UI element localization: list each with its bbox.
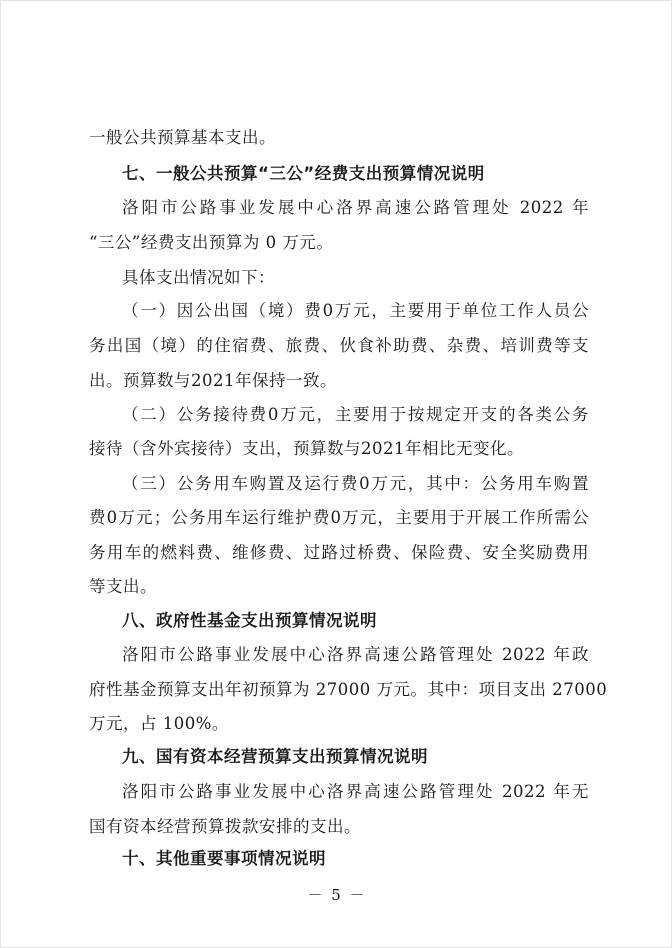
- paragraph-line: 洛阳市公路事业发展中心洛界高速公路管理处 2022 年: [122, 198, 589, 217]
- section-heading-9: 九、国有资本经营预算支出预算情况说明: [122, 747, 428, 766]
- section-heading-10: 十、其他重要事项情况说明: [122, 849, 326, 868]
- paragraph-line: 洛阳市公路事业发展中心洛界高速公路管理处 2022 年无: [122, 782, 589, 801]
- section-heading-8: 八、政府性基金支出预算情况说明: [122, 611, 377, 630]
- paragraph-line: 等支出。: [89, 577, 157, 596]
- paragraph-line: 出。预算数与2021年保持一致。: [89, 371, 337, 390]
- paragraph-line: “三公”经费支出预算为 0 万元。: [89, 233, 334, 252]
- paragraph-line: （三）公务用车购置及运行费0万元，其中：公务用车购置: [122, 474, 589, 493]
- section-heading-7: 七、一般公共预算“三公”经费支出预算情况说明: [122, 164, 485, 183]
- paragraph-line: 费0万元；公务用车运行维护费0万元，主要用于开展工作所需公: [89, 508, 589, 527]
- paragraph-line: （一）因公出国（境）费0万元，主要用于单位工作人员公: [122, 301, 589, 320]
- paragraph-line: （二）公务接待费0万元，主要用于按规定开支的各类公务: [122, 405, 589, 424]
- paragraph-line: 洛阳市公路事业发展中心洛界高速公路管理处 2022 年政: [122, 645, 589, 664]
- paragraph-line: 接待（含外宾接待）支出，预算数与2021年相比无变化。: [89, 439, 524, 458]
- paragraph-line: 务出国（境）的住宿费、旅费、伙食补助费、杂费、培训费等支: [89, 336, 589, 355]
- paragraph-line: 具体支出情况如下：: [122, 268, 275, 287]
- paragraph-line: 府性基金预算支出年初预算为 27000 万元。其中：项目支出 27000: [89, 680, 608, 699]
- paragraph-line: 万元，占 100%。: [89, 714, 229, 733]
- paragraph-line: 务用车的燃料费、维修费、过路过桥费、保险费、安全奖励费用: [89, 543, 589, 562]
- paragraph-line: 一般公共预算基本支出。: [89, 128, 276, 147]
- page-number: － 5 －: [307, 886, 367, 904]
- paragraph-line: 国有资本经营预算拨款安排的支出。: [89, 817, 361, 836]
